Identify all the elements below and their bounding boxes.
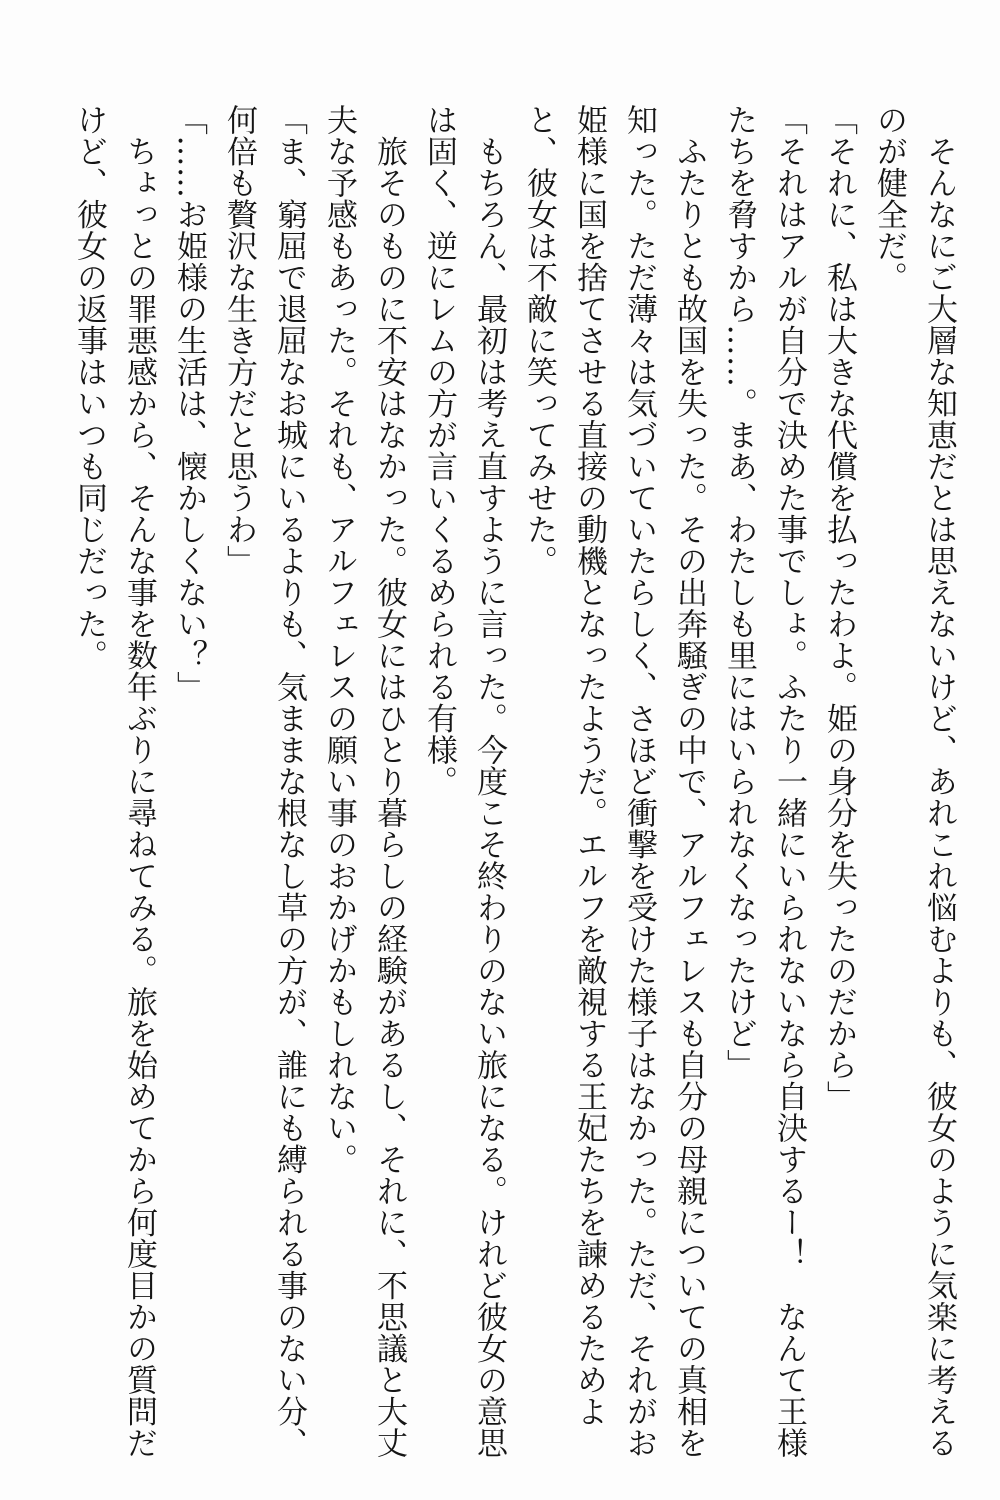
text-line-7: 知った。ただ薄々は気づいていたらしく、さほど衝撃を受けた様子はなかった。ただ、それがお [621, 104, 657, 1459]
text-line-16: 「……お姫様の生活は、懐かしくない？」 [171, 104, 207, 703]
text-line-6: ふたりとも故国を失った。その出奔騒ぎの中で、アルフェレスも自分の母親についての真相を [671, 104, 707, 1459]
text-line-15: 何倍も贅沢な生き方だと思うわ」 [221, 104, 257, 577]
text-line-4: 「それはアルが自分で決めた事でしょ。ふたり一緒にいられないなら自決するー！ なんて王様 [771, 104, 807, 1459]
text-line-8: 姫様に国を捨てさせる直接の動機となったようだ。エルフを敵視する王妃たちを諫めるためよ [571, 104, 607, 1427]
text-line-12: 旅そのものに不安はなかった。彼女にはひとり暮らしの経験があるし、それに、不思議と大丈 [371, 104, 407, 1459]
text-line-17: ちょっとの罪悪感から、そんな事を数年ぶりに尋ねてみる。旅を始めてから何度目かの質問だ [121, 104, 157, 1459]
text-line-3: 「それに、私は大きな代償を払ったわよ。姫の身分を失ったのだから」 [821, 104, 857, 1112]
text-line-9: と、彼女は不敵に笑ってみせた。 [521, 104, 557, 577]
text-line-2: のが健全だ。 [871, 104, 907, 293]
text-line-1: そんなにご大層な知恵だとは思えないけど、あれこれ悩むよりも、彼女のように気楽に考える [921, 104, 957, 1459]
text-line-5: たちを脅すから……。まあ、わたしも里にはいられなくなったけど」 [721, 104, 757, 1081]
vertical-text-block [64, 104, 964, 1459]
text-line-14: 「ま、窮屈で退屈なお城にいるよりも、気ままな根なし草の方が、誰にも縛られる事のない分、 [271, 104, 307, 1459]
text-line-13: 夫な予感もあった。それも、アルフェレスの願い事のおかげかもしれない。 [321, 104, 357, 1175]
text-line-18: けど、彼女の返事はいつも同じだった。 [71, 104, 107, 671]
text-line-11: は固く、逆にレムの方が言いくるめられる有様。 [421, 104, 457, 797]
text-line-10: もちろん、最初は考え直すように言った。今度こそ終わりのない旅になる。けれど彼女の意思 [471, 104, 507, 1459]
